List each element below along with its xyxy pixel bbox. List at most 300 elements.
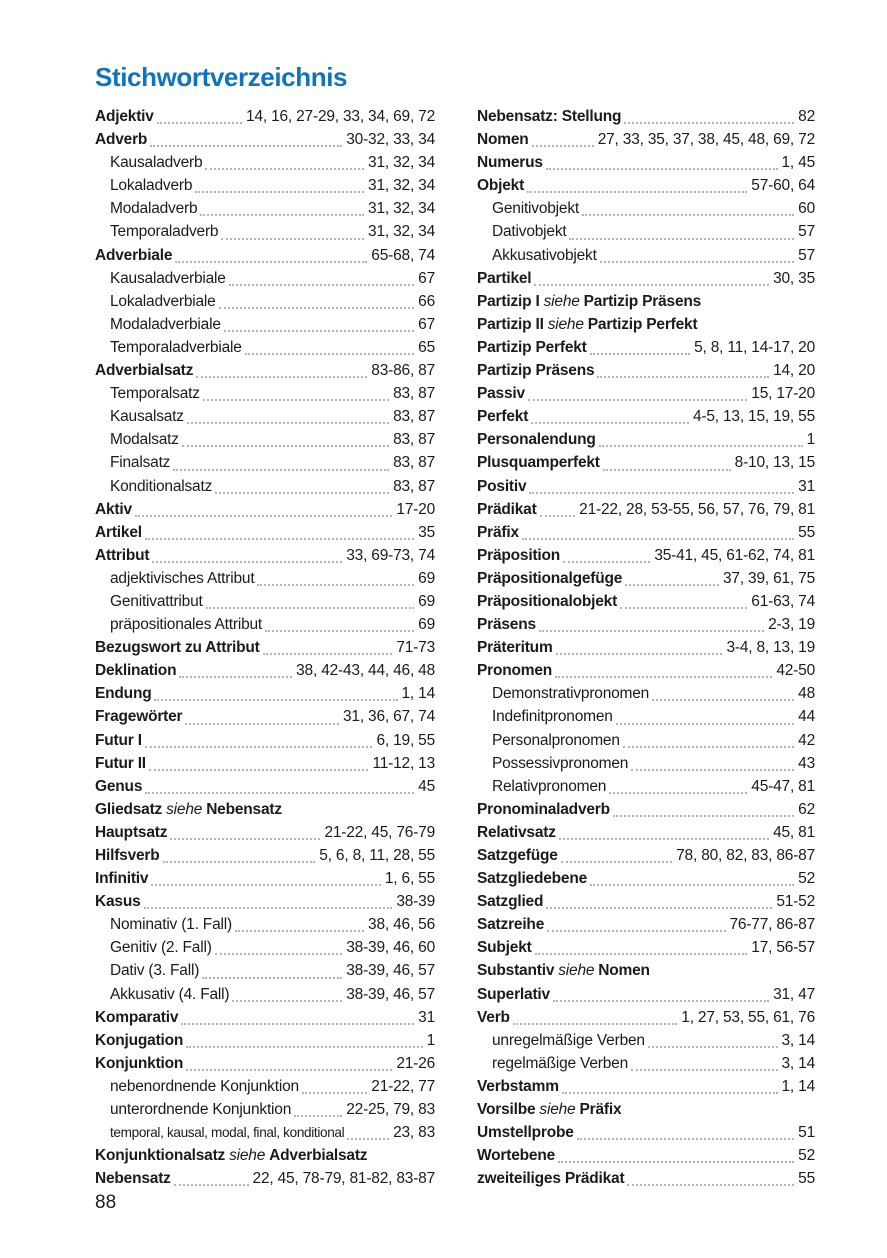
index-entry (95, 890, 435, 913)
index-entry (477, 382, 815, 405)
entry-term: Hauptsatz (95, 823, 168, 841)
entry-term: Kausaladverb (110, 154, 203, 172)
entry-term: Akkusativobjekt (492, 246, 597, 264)
index-entry (477, 105, 815, 128)
dot-leader (609, 792, 747, 794)
entry-term: Deklination (95, 662, 177, 680)
index-entry (477, 959, 815, 982)
entry-page-numbers: 83, 87 (393, 408, 435, 426)
index-entry (477, 798, 815, 821)
dot-leader (151, 884, 381, 886)
entry-page-numbers: 15, 17-20 (751, 385, 815, 403)
entry-term: Adverbiale (95, 246, 173, 264)
entry-term: Objekt (477, 177, 525, 195)
index-entry (477, 590, 815, 613)
index-entry (95, 1029, 435, 1052)
dot-leader (265, 630, 414, 632)
index-entry (477, 1167, 815, 1190)
dot-leader (145, 746, 373, 748)
index-column-left (95, 105, 435, 1190)
entry-page-numbers: 31 (418, 1008, 435, 1026)
entry-term: Artikel (95, 523, 142, 541)
dot-leader (186, 1069, 392, 1071)
entry-term: Positiv (477, 477, 527, 495)
entry-term: Nomen (477, 131, 529, 149)
dot-leader (173, 469, 389, 471)
entry-term: Temporaladverbiale (110, 338, 242, 356)
entry-term: Modalsatz (110, 431, 179, 449)
dot-leader (187, 422, 389, 424)
entry-page-numbers: 44 (798, 708, 815, 726)
index-entry (95, 1075, 435, 1098)
entry-term: Adverbialsatz (95, 362, 194, 380)
dot-leader (152, 561, 342, 563)
dot-leader (534, 284, 769, 286)
entry-term: nebenordnende Konjunktion (110, 1077, 299, 1095)
index-entry (477, 197, 815, 220)
dot-leader (616, 723, 794, 725)
index-entry (477, 705, 815, 728)
entry-term: Konjunktion (95, 1054, 184, 1072)
entry-term: unregelmäßige Verben (492, 1031, 645, 1049)
see-target: Nomen (598, 962, 650, 980)
index-entry (477, 1098, 815, 1121)
dot-leader (625, 584, 719, 586)
index-entry (477, 174, 815, 197)
index-entry (477, 451, 815, 474)
entry-page-numbers: 45-47, 81 (751, 777, 815, 795)
index-entry (95, 729, 435, 752)
entry-page-numbers: 51 (798, 1124, 815, 1142)
dot-leader (553, 1000, 769, 1002)
entry-page-numbers: 35-41, 45, 61-62, 74, 81 (654, 546, 815, 564)
entry-page-numbers: 27, 33, 35, 37, 38, 45, 48, 69, 72 (597, 131, 815, 149)
entry-term: Nebensatz: Stellung (477, 108, 622, 125)
entry-term: Dativ (3. Fall) (110, 962, 200, 980)
entry-page-numbers: 69 (418, 569, 435, 587)
dot-leader (196, 376, 367, 378)
dot-leader (561, 861, 672, 863)
index-entry (477, 613, 815, 636)
index-entry (95, 821, 435, 844)
index-entry (477, 405, 815, 428)
dot-leader (529, 492, 794, 494)
entry-term: Satzreihe (477, 916, 545, 934)
entry-term: Passiv (477, 385, 525, 403)
dot-leader (623, 746, 794, 748)
dot-leader (163, 861, 316, 863)
entry-term: Subjekt (477, 939, 532, 957)
entry-term: Lokaladverbiale (110, 292, 216, 310)
dot-leader (215, 953, 343, 955)
entry-page-numbers: 67 (418, 315, 435, 333)
index-entry (477, 220, 815, 243)
index-entry (95, 105, 435, 128)
index-entry (95, 475, 435, 498)
entry-page-numbers: 42 (798, 731, 815, 749)
entry-term: Komparativ (95, 1008, 179, 1026)
entry-page-numbers: 1, 27, 53, 55, 61, 76 (681, 1008, 815, 1026)
entry-page-numbers: 3-4, 8, 13, 19 (726, 639, 815, 657)
dot-leader (582, 214, 794, 216)
entry-page-numbers: 6, 19, 55 (376, 731, 435, 749)
index-entry (477, 682, 815, 705)
entry-page-numbers: 3, 14 (781, 1054, 815, 1072)
entry-term: Personalpronomen (492, 731, 620, 749)
index-entry (95, 174, 435, 197)
index-entry (477, 1121, 815, 1144)
entry-term: Demonstrativpronomen (492, 685, 650, 703)
entry-term: Partizip Perfekt (477, 338, 587, 356)
dot-leader (174, 1184, 249, 1186)
dot-leader (652, 699, 794, 701)
see-target: Partizip Präsens (583, 292, 702, 310)
entry-term: Futur II (95, 754, 146, 772)
index-entry (95, 983, 435, 1006)
entry-page-numbers: 61-63, 74 (751, 592, 815, 610)
entry-term: Partikel (477, 269, 532, 287)
entry-page-numbers: 38, 46, 56 (368, 916, 435, 934)
see-keyword: siehe (166, 800, 203, 818)
entry-page-numbers: 78, 80, 82, 83, 86-87 (676, 847, 815, 864)
entry-page-numbers: 31, 32, 34 (368, 177, 435, 195)
entry-page-numbers: 62 (798, 800, 815, 818)
dot-leader (257, 584, 414, 586)
entry-page-numbers: 38-39, 46, 57 (346, 962, 435, 980)
dot-leader (631, 1069, 778, 1071)
dot-leader (181, 1023, 414, 1025)
dot-leader (546, 168, 778, 170)
index-entry (95, 936, 435, 959)
dot-leader (558, 1161, 794, 1163)
dot-leader (531, 422, 689, 424)
entry-term: Präsens (477, 616, 536, 634)
entry-term: Partizip I (477, 292, 540, 310)
entry-term: zweiteiliges Prädikat (477, 1170, 625, 1188)
dot-leader (182, 445, 389, 447)
index-entry (95, 567, 435, 590)
index-entry (95, 128, 435, 151)
dot-leader (556, 653, 723, 655)
index-entry (477, 913, 815, 936)
entry-term: Lokaladverb (110, 177, 193, 195)
entry-page-numbers: 35 (418, 523, 435, 541)
index-entry (95, 1167, 435, 1190)
dot-leader (232, 1000, 342, 1002)
entry-page-numbers: 5, 6, 8, 11, 28, 55 (319, 847, 435, 864)
entry-page-numbers: 38-39 (396, 893, 435, 911)
dot-leader (590, 353, 690, 355)
index-entry (477, 867, 815, 890)
dot-leader (546, 907, 772, 909)
entry-term: Prädikat (477, 500, 537, 518)
entry-term: Partizip II (477, 315, 544, 333)
index-entry (95, 244, 435, 267)
entry-page-numbers: 51-52 (776, 893, 815, 911)
index-entry (477, 544, 815, 567)
index-entry (95, 405, 435, 428)
entry-page-numbers: 52 (798, 870, 815, 888)
index-entry (95, 521, 435, 544)
index-entry (477, 567, 815, 590)
entry-term: Nominativ (1. Fall) (110, 916, 232, 934)
entry-page-numbers: 5, 8, 11, 14-17, 20 (694, 338, 815, 356)
entry-page-numbers: 48 (798, 685, 815, 703)
entry-term: Endung (95, 685, 152, 703)
entry-term: Numerus (477, 154, 543, 172)
index-entry (95, 498, 435, 521)
dot-leader (202, 977, 342, 979)
entry-page-numbers: 57 (798, 246, 815, 264)
entry-term: Verb (477, 1008, 510, 1026)
dot-leader (221, 238, 364, 240)
entry-page-numbers: 83, 87 (393, 431, 435, 449)
index-entry (95, 867, 435, 890)
dot-leader (145, 792, 414, 794)
index-entry (477, 636, 815, 659)
entry-page-numbers: 83-86, 87 (371, 362, 435, 380)
entry-page-numbers: 1 (806, 431, 815, 449)
entry-page-numbers: 38, 42-43, 44, 46, 48 (296, 662, 435, 680)
entry-page-numbers: 23, 83 (393, 1124, 435, 1142)
entry-page-numbers: 22, 45, 78-79, 81-82, 83-87 (252, 1170, 435, 1188)
entry-page-numbers: 37, 39, 61, 75 (722, 569, 815, 587)
entry-term: Superlativ (477, 985, 550, 1003)
entry-term: Präfix (477, 523, 519, 541)
dot-leader (590, 884, 794, 886)
entry-page-numbers: 22-25, 79, 83 (346, 1101, 435, 1119)
entry-page-numbers: 2-3, 19 (768, 616, 815, 634)
dot-leader (206, 607, 415, 609)
dot-leader (599, 445, 803, 447)
dot-leader (135, 515, 392, 517)
see-target: Nebensatz (206, 800, 282, 818)
entry-term: Genitiv (2. Fall) (110, 939, 212, 957)
index-entry (477, 336, 815, 359)
entry-term: Adjektiv (95, 108, 154, 125)
entry-page-numbers: 55 (798, 523, 815, 541)
entry-term: Wortebene (477, 1147, 556, 1165)
entry-page-numbers: 42-50 (776, 662, 815, 680)
index-entry (477, 775, 815, 798)
index-entry (95, 382, 435, 405)
dot-leader (600, 261, 794, 263)
dot-leader (203, 399, 389, 401)
index-entry (477, 844, 815, 867)
dot-leader (224, 330, 414, 332)
dot-leader (513, 1023, 677, 1025)
entry-term: Genitivattribut (110, 592, 203, 610)
index-entry (477, 752, 815, 775)
index-entry (477, 521, 815, 544)
entry-term: Plusquamperfekt (477, 454, 600, 472)
dot-leader (555, 676, 772, 678)
entry-term: Attribut (95, 546, 150, 564)
index-entry (95, 220, 435, 243)
index-entry (95, 798, 435, 821)
dot-leader (263, 653, 393, 655)
entry-page-numbers: 65 (418, 338, 435, 356)
entry-term: Modaladverb (110, 200, 198, 218)
index-entry (95, 775, 435, 798)
index-entry (95, 705, 435, 728)
entry-page-numbers: 1 (426, 1031, 435, 1049)
index-entry (477, 267, 815, 290)
entry-page-numbers: 31, 47 (773, 985, 815, 1003)
dot-leader (144, 907, 393, 909)
dot-leader (149, 769, 369, 771)
page-number: 88 (95, 1192, 117, 1213)
index-entry (95, 1121, 435, 1144)
entry-page-numbers: 66 (418, 292, 435, 310)
index-entry (95, 451, 435, 474)
entry-term: Pronominaladverb (477, 800, 610, 818)
entry-page-numbers: 21-22, 77 (371, 1077, 435, 1095)
entry-term: Satzgefüge (477, 847, 558, 864)
entry-term: Satzglied (477, 893, 544, 911)
index-entry (477, 475, 815, 498)
entry-term: Substantiv (477, 962, 555, 980)
entry-page-numbers: 31, 32, 34 (368, 200, 435, 218)
index-entry (95, 428, 435, 451)
index-entry (95, 1006, 435, 1029)
dot-leader (527, 191, 747, 193)
entry-term: adjektivisches Attribut (110, 569, 255, 587)
entry-term: Verbstamm (477, 1077, 559, 1095)
entry-page-numbers: 4-5, 13, 15, 19, 55 (692, 408, 815, 426)
entry-term: Präposition (477, 546, 561, 564)
dot-leader (540, 515, 576, 517)
entry-page-numbers: 83, 87 (393, 477, 435, 495)
entry-page-numbers: 31 (798, 477, 815, 495)
entry-term: Finalsatz (110, 454, 171, 472)
index-entry (477, 244, 815, 267)
entry-page-numbers: 21-22, 45, 76-79 (324, 823, 435, 841)
entry-term: Präpositionalobjekt (477, 592, 618, 610)
index-entry (477, 498, 815, 521)
dot-leader (577, 1138, 795, 1140)
dot-leader (547, 930, 725, 932)
dot-leader (624, 122, 794, 124)
index-entry (477, 1006, 815, 1029)
entry-page-numbers: 31, 36, 67, 74 (342, 708, 435, 726)
index-entry (477, 659, 815, 682)
entry-page-numbers: 31, 32, 34 (368, 223, 435, 241)
see-target: Adverbialsatz (269, 1147, 368, 1165)
entry-page-numbers: 14, 20 (773, 362, 815, 380)
entry-term: Relativpronomen (492, 777, 607, 795)
index-entry (95, 290, 435, 313)
entry-page-numbers: 71-73 (396, 639, 435, 657)
index-entry (477, 313, 815, 336)
index-entry (95, 752, 435, 775)
entry-page-numbers: 57-60, 64 (751, 177, 815, 195)
dot-leader (347, 1138, 389, 1140)
entry-term: unterordnende Konjunktion (110, 1101, 292, 1119)
entry-page-numbers: 52 (798, 1147, 815, 1165)
entry-page-numbers: 1, 6, 55 (384, 870, 435, 888)
entry-term: Kausalsatz (110, 408, 184, 426)
entry-term: Indefinitpronomen (492, 708, 613, 726)
see-keyword: siehe (539, 1101, 576, 1119)
dot-leader (302, 1092, 367, 1094)
entry-page-numbers: 45 (418, 777, 435, 795)
entry-term: Perfekt (477, 408, 529, 426)
index-entry (477, 1144, 815, 1167)
see-keyword: siehe (558, 962, 595, 980)
entry-term: Umstellprobe (477, 1124, 574, 1142)
dot-leader (179, 676, 292, 678)
entry-page-numbers: 33, 69-73, 74 (346, 546, 435, 564)
entry-term: Gliedsatz (95, 800, 163, 818)
see-keyword: siehe (543, 292, 580, 310)
entry-page-numbers: 69 (418, 616, 435, 634)
entry-term: Temporalsatz (110, 385, 200, 403)
entry-page-numbers: 1, 14 (401, 685, 435, 703)
dot-leader (620, 607, 747, 609)
dot-leader (528, 399, 747, 401)
entry-page-numbers: 17, 56-57 (751, 939, 815, 957)
index-entry (477, 729, 815, 752)
entry-term: Pronomen (477, 662, 553, 680)
index-entry (477, 1052, 815, 1075)
index-entry (95, 313, 435, 336)
entry-term: Aktiv (95, 500, 132, 518)
index-entry (477, 359, 815, 382)
entry-page-numbers: 55 (798, 1170, 815, 1188)
entry-page-numbers: 69 (418, 592, 435, 610)
dot-leader (150, 145, 342, 147)
entry-page-numbers: 76-77, 86-87 (729, 916, 815, 934)
entry-page-numbers: 43 (798, 754, 815, 772)
dot-leader (562, 1092, 778, 1094)
index-entry (477, 1029, 815, 1052)
entry-term: Nebensatz (95, 1170, 171, 1188)
entry-term: Adverb (95, 131, 148, 149)
entry-page-numbers: 31, 32, 34 (368, 154, 435, 172)
entry-page-numbers: 3, 14 (781, 1031, 815, 1049)
entry-page-numbers: 21-26 (396, 1054, 435, 1072)
index-entry (477, 151, 815, 174)
entry-page-numbers: 30-32, 33, 34 (346, 131, 435, 149)
entry-term: regelmäßige Verben (492, 1054, 628, 1072)
entry-page-numbers: 82 (798, 108, 815, 125)
entry-term: Bezugswort zu Attribut (95, 639, 260, 657)
dot-leader (294, 1115, 342, 1117)
entry-page-numbers: 1, 45 (781, 154, 815, 172)
index-entry (95, 844, 435, 867)
dot-leader (229, 284, 414, 286)
dot-leader (597, 376, 769, 378)
index-entry (95, 636, 435, 659)
dot-leader (200, 214, 364, 216)
index-entry (95, 1052, 435, 1075)
entry-page-numbers: 83, 87 (393, 385, 435, 403)
entry-term: Hilfsverb (95, 847, 160, 864)
dot-leader (627, 1184, 794, 1186)
index-entry (95, 544, 435, 567)
entry-term: Akkusativ (4. Fall) (110, 985, 230, 1003)
entry-term: Kausaladverbiale (110, 269, 226, 287)
index-entry (95, 959, 435, 982)
entry-page-numbers: 57 (798, 223, 815, 241)
entry-term: Präteritum (477, 639, 553, 657)
entry-page-numbers: 14, 16, 27-29, 33, 34, 69, 72 (246, 108, 435, 125)
index-entry (95, 151, 435, 174)
entry-term: Genitivobjekt (492, 200, 580, 218)
index-entry (95, 197, 435, 220)
dot-leader (219, 307, 415, 309)
